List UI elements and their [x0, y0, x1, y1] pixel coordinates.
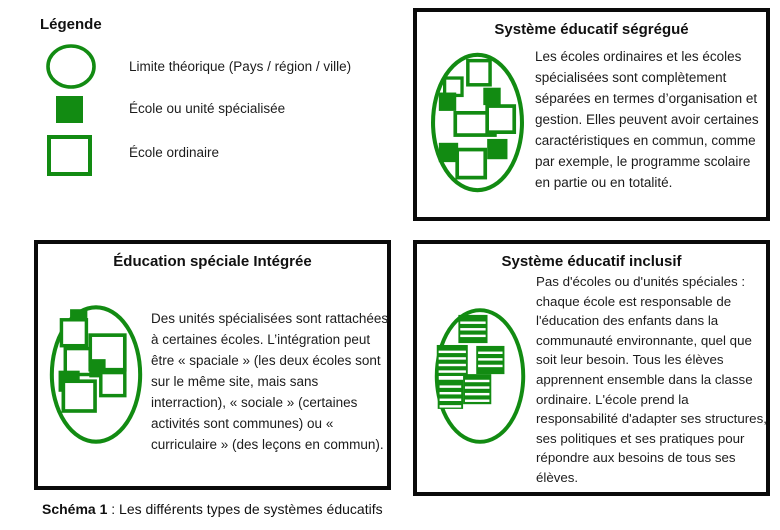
panel-title: Système éducatif inclusif	[501, 253, 682, 270]
specialized-unit-square	[483, 88, 500, 105]
filled-square-icon	[56, 96, 83, 123]
panel-inclusive	[413, 240, 770, 496]
panel-segregated	[413, 8, 770, 221]
caption-text: : Les différents types de systèmes éducatifs	[107, 501, 383, 517]
panel-body: Des unités spécialisées sont rattachées à certaines écoles. L’intégration peut être « spaciale » (les deux écoles sont sur le même site, mais sans interraction), « sociale » (certaines activités sont communes) ou « curriculaire » (des leçons en commun).	[151, 311, 389, 452]
ordinary-school-square	[457, 150, 485, 178]
ordinary-school-square	[65, 349, 92, 375]
ellipse-outline-icon	[45, 43, 97, 90]
segregated-diagram	[429, 50, 526, 195]
legend-item-label: École ordinaire	[129, 145, 220, 160]
ordinary-school-square	[63, 381, 95, 411]
ordinary-school-square	[468, 61, 490, 85]
ordinary-school-square	[101, 373, 125, 396]
inclusive-class-square	[437, 345, 468, 376]
panel-body: Pas d'écoles ou d'unités spéciales : chaque école est responsable de l'éducation des enfants dans la communauté environnante, quel que soit leur besoin. Tous les élèves apprennent ensemble dans la classe ordinaire. L'école prend la responsabilité d'adapter ses structures, ses politiques et ses pratiques pour répondre aux besoins de tous ses élèves.	[536, 274, 767, 485]
panel-body: Les écoles ordinaires et les écoles spécialisées sont complètement séparées en termes d’organisation et gestion. Elles peuvent avoir certaines caractéristiques en commun, comme par exemple, le programme scolaire en partie ou en totalité.	[535, 49, 759, 190]
panel-title: Éducation spéciale Intégrée	[113, 253, 312, 270]
theoretical-boundary-ellipse	[48, 46, 94, 87]
legend-title: Légende	[40, 16, 102, 33]
integrated-diagram	[48, 301, 144, 448]
inclusive-class-square	[463, 374, 491, 404]
specialized-unit-square	[487, 139, 507, 159]
open-square-icon	[47, 135, 92, 176]
ordinary-school-square	[61, 320, 86, 346]
inclusive-class-square	[458, 315, 487, 343]
caption	[42, 501, 383, 517]
specialized-unit-square	[439, 143, 458, 162]
caption-label: Schéma 1	[42, 501, 108, 517]
inclusive-class-square	[438, 380, 463, 409]
specialized-unit-square	[439, 93, 456, 111]
panel-title: Système éducatif ségrégué	[494, 21, 689, 38]
inclusive-class-square	[476, 346, 504, 374]
ordinary-school-square	[487, 106, 514, 132]
legend-item-label: Limite théorique (Pays / région / ville)	[129, 59, 352, 74]
legend-item-label: École ou unité spécialisée	[129, 101, 286, 116]
panel-integrated	[34, 240, 391, 490]
inclusive-diagram	[433, 303, 527, 449]
